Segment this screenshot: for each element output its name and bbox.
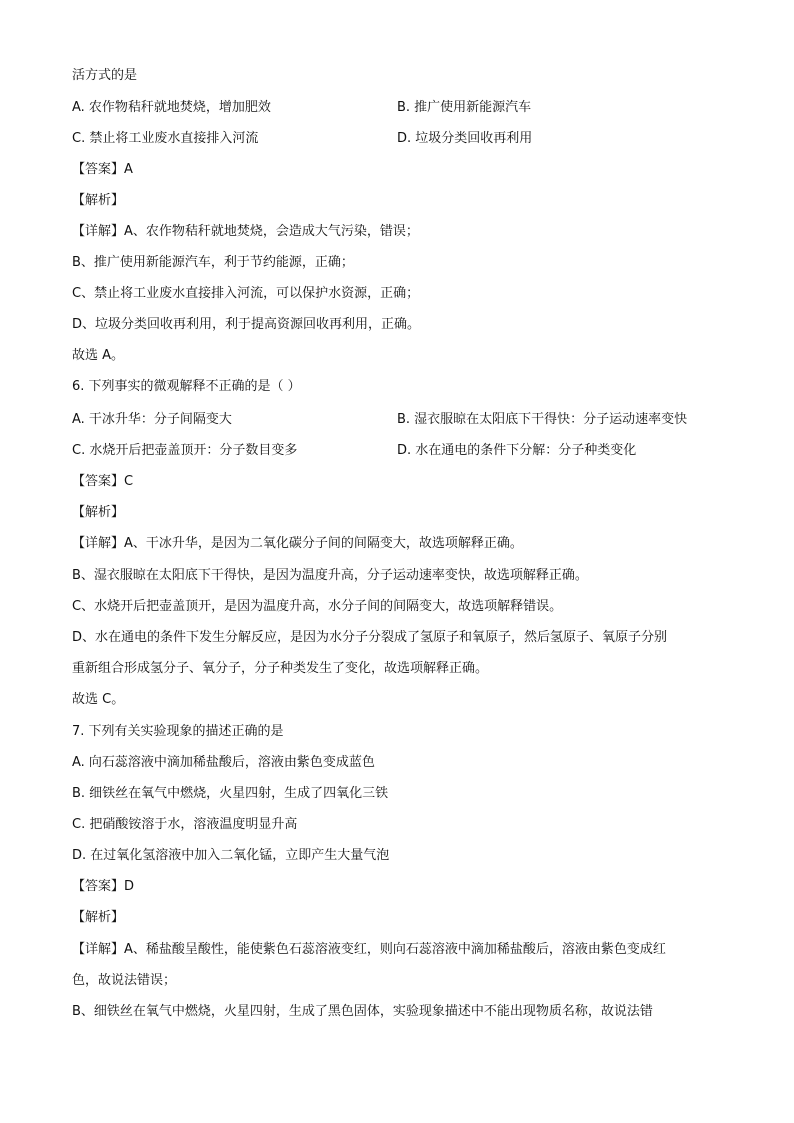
detail-line: 【详解】A、干冰升华，是因为二氧化碳分子间的间隔变大，故选项解释正确。 [72, 536, 523, 551]
answer-label: 【答案】C [72, 474, 134, 489]
conclusion: 故选 A。 [72, 348, 125, 363]
answer-label: 【答案】A [72, 162, 133, 177]
detail-line: B、推广使用新能源汽车，利于节约能源，正确； [72, 255, 354, 270]
detail-line: 色，故说法错误； [72, 973, 177, 988]
analysis-label: 【解析】 [72, 910, 125, 925]
detail-line: 【详解】A、稀盐酸呈酸性，能使紫色石蕊溶液变红，则向石蕊溶液中滴加稀盐酸后，溶液由紫色变成红 [72, 942, 666, 957]
detail-line: C、禁止将工业废水直接排入河流，可以保护水资源，正确； [72, 286, 420, 301]
detail-line: B、湿衣服晾在太阳底下干得快，是因为温度升高，分子运动速率变快，故选项解释正确。 [72, 568, 588, 583]
detail-line: 【详解】A、农作物秸秆就地焚烧，会造成大气污染，错误； [72, 224, 419, 239]
option-a: A. 干冰升华：分子间隔变大 [72, 412, 232, 427]
detail-line: D、水在通电的条件下发生分解反应，是因为水分子分裂成了氢原子和氧原子，然后氢原子、氧原子分别 [72, 630, 668, 645]
option-a: A. 农作物秸秆就地焚烧，增加肥效 [72, 100, 271, 115]
analysis-label: 【解析】 [72, 193, 125, 208]
option-a: A. 向石蕊溶液中滴加稀盐酸后，溶液由紫色变成蓝色 [72, 755, 375, 770]
question-stem-tail: 活方式的是 [72, 68, 138, 83]
option-c: C. 把硝酸铵溶于水，溶液温度明显升高 [72, 817, 298, 832]
option-c: C. 水烧开后把壶盖顶开：分子数目变多 [72, 443, 298, 458]
question-6-stem: 6. 下列事实的微观解释不正确的是（ ） [72, 379, 301, 394]
conclusion: 故选 C。 [72, 692, 125, 707]
detail-line: B、细铁丝在氧气中燃烧，火星四射，生成了黑色固体，实验现象描述中不能出现物质名称，故说法错 [72, 1004, 653, 1019]
detail-line: D、垃圾分类回收再利用，利于提高资源回收再利用，正确。 [72, 317, 421, 332]
option-d: D. 垃圾分类回收再利用 [397, 131, 533, 146]
option-d: D. 水在通电的条件下分解：分子种类变化 [397, 443, 637, 458]
option-d: D. 在过氧化氢溶液中加入二氧化锰，立即产生大量气泡 [72, 848, 390, 863]
question-7-stem: 7. 下列有关实验现象的描述正确的是 [72, 724, 284, 739]
detail-line: 重新组合形成氢分子、氧分子，分子种类发生了变化，故选项解释正确。 [72, 661, 489, 676]
option-b: B. 推广使用新能源汽车 [397, 100, 532, 115]
option-c: C. 禁止将工业废水直接排入河流 [72, 131, 259, 146]
option-b: B. 湿衣服晾在太阳底下干得快：分子运动速率变快 [397, 412, 688, 427]
detail-line: C、水烧开后把壶盖顶开，是因为温度升高，水分子间的间隔变大，故选项解释错误。 [72, 599, 563, 614]
answer-label: 【答案】D [72, 879, 135, 894]
option-b: B. 细铁丝在氧气中燃烧，火星四射，生成了四氧化三铁 [72, 786, 389, 801]
analysis-label: 【解析】 [72, 505, 125, 520]
